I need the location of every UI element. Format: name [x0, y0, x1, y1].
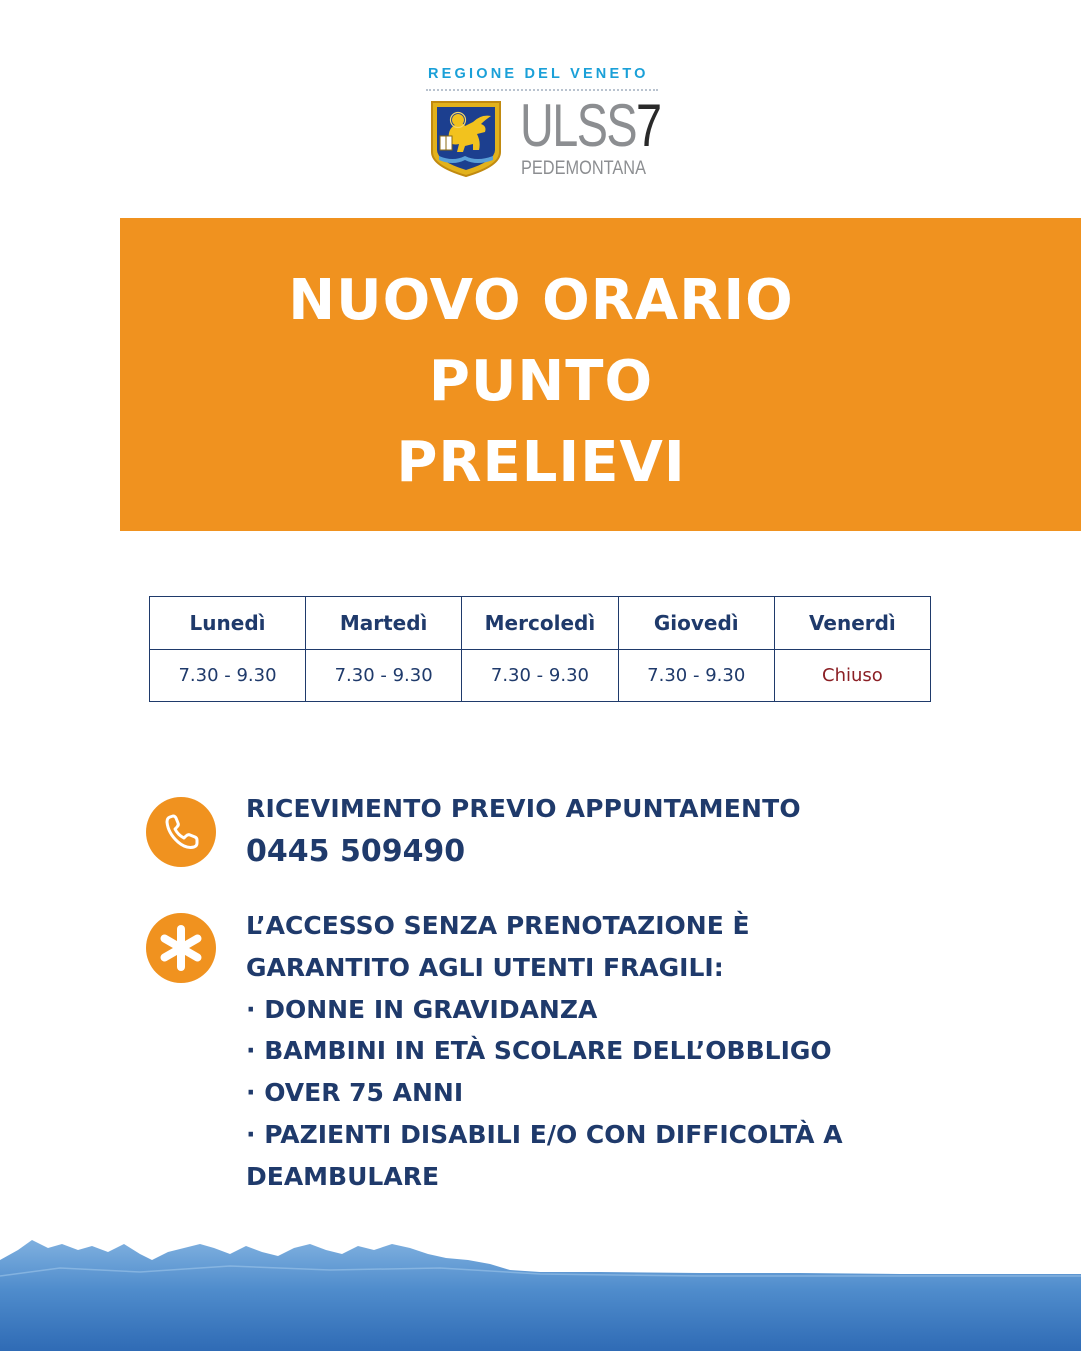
- hours-cell: 7.30 - 9.30: [306, 650, 462, 702]
- day-header: Venerdì: [774, 597, 930, 650]
- asterisk-icon: [146, 913, 216, 983]
- hours-cell: 7.30 - 9.30: [150, 650, 306, 702]
- opening-hours-table: [149, 596, 931, 702]
- title-line: NUOVO ORARIO: [288, 268, 794, 333]
- day-header: Mercoledì: [462, 597, 618, 650]
- title-banner: [120, 218, 1081, 531]
- day-header: Martedì: [306, 597, 462, 650]
- access-list-item: · DONNE IN GRAVIDANZA: [246, 994, 598, 1024]
- page-title: [120, 260, 962, 503]
- appointment-label: RICEVIMENTO PREVIO APPUNTAMENTO: [246, 794, 801, 823]
- phone-icon: [146, 797, 216, 867]
- hours-cell: 7.30 - 9.30: [618, 650, 774, 702]
- access-list-item: DEAMBULARE: [246, 1161, 440, 1191]
- access-line: GARANTITO AGLI UTENTI FRAGILI:: [246, 952, 724, 982]
- ulss-number: 7: [636, 92, 661, 159]
- ulss-wordmark: [520, 92, 660, 160]
- table-header-row: [150, 597, 931, 650]
- table-row: [150, 650, 931, 702]
- logo-subtitle: PEDEMONTANA: [521, 158, 646, 179]
- ulss7-logo: [426, 62, 662, 180]
- hours-cell: 7.30 - 9.30: [462, 650, 618, 702]
- access-list-item: · OVER 75 ANNI: [246, 1078, 464, 1108]
- phone-number[interactable]: 0445 509490: [246, 834, 466, 869]
- region-label: REGIONE DEL VENETO: [428, 66, 649, 82]
- ulss-letters: ULSS: [520, 92, 637, 159]
- day-header: Lunedì: [150, 597, 306, 650]
- title-line: PUNTO: [428, 349, 654, 414]
- access-list-item: · BAMBINI IN ETÀ SCOLARE DELL’OBBLIGO: [246, 1036, 832, 1066]
- access-line: L’ACCESSO SENZA PRENOTAZIONE È: [246, 911, 750, 940]
- lion-of-saint-mark-shield-icon: [429, 100, 503, 178]
- access-info: [246, 905, 1046, 1198]
- day-header: Giovedì: [618, 597, 774, 650]
- access-list-item: · PAZIENTI DISABILI E/O CON DIFFICOLTÀ A: [246, 1119, 843, 1149]
- mountains-illustration: [0, 1230, 1081, 1351]
- hours-cell-closed: Chiuso: [774, 650, 930, 702]
- logo-divider: [426, 89, 658, 91]
- title-line: PRELIEVI: [396, 430, 686, 495]
